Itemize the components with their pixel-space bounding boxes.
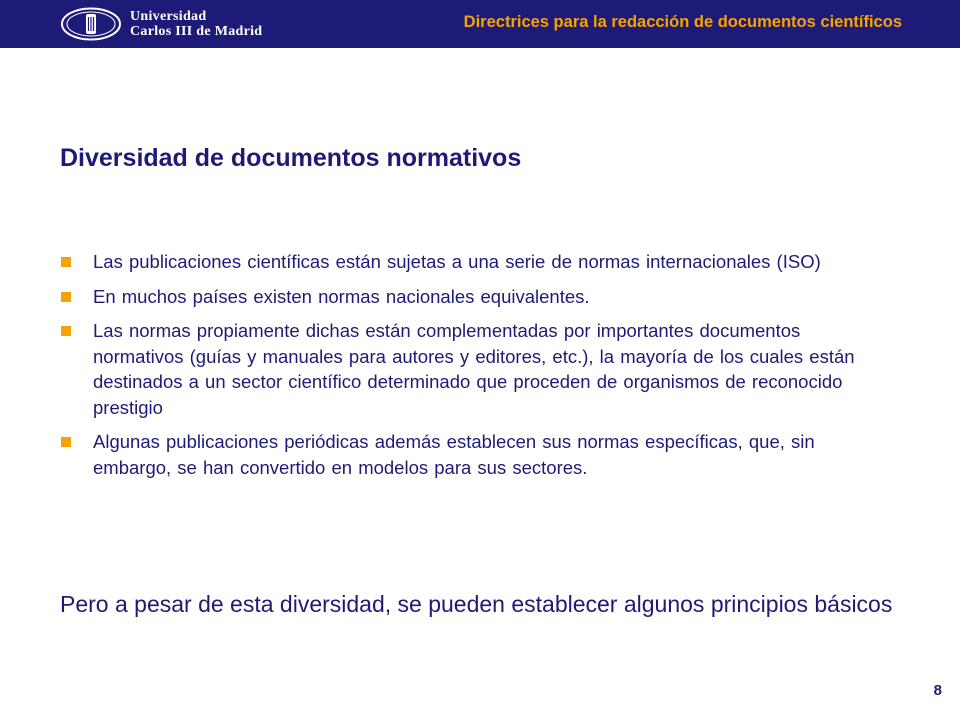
bullet-text: En muchos países existen normas nacionales equivalentes.: [93, 285, 590, 307]
bullet-item: [60, 318, 860, 420]
page-number: 8: [933, 682, 942, 699]
bullet-text: Las normas propiamente dichas están complementadas por importantes documentos normativos (guías y manuales para autores y editores, etc.), la mayoría de los cuales están destinados a un sector científico determinado que proceden de organismos de reconocido prestigio: [93, 320, 855, 418]
bullet-text: Algunas publicaciones periódicas además establecen sus normas específicas, que, sin embargo, se han convertido en modelos para sus sectores.: [93, 431, 815, 478]
university-seal-icon: [60, 7, 122, 41]
bullet-item: [60, 429, 860, 480]
square-bullet-icon: [61, 437, 71, 447]
bullet-item: [60, 284, 860, 310]
header-title: Directrices para la redacción de documentos científicos: [463, 13, 902, 31]
conclusion-text: Pero a pesar de esta diversidad, se pueden establecer algunos principios básicos: [60, 591, 893, 617]
logo-line-2: Carlos III de Madrid: [130, 24, 263, 39]
university-logo: [60, 6, 262, 42]
bullet-text: Las publicaciones científicas están sujetas a una serie de normas internacionales (ISO): [93, 251, 821, 272]
square-bullet-icon: [61, 326, 71, 336]
logo-text: [130, 9, 262, 39]
square-bullet-icon: [61, 257, 71, 267]
slide-title: Diversidad de documentos normativos: [60, 144, 522, 172]
bullet-list: [60, 249, 860, 489]
header-bar: [0, 0, 960, 48]
bullet-item: [60, 249, 860, 275]
logo-line-1: Universidad: [130, 9, 207, 24]
square-bullet-icon: [61, 292, 71, 302]
